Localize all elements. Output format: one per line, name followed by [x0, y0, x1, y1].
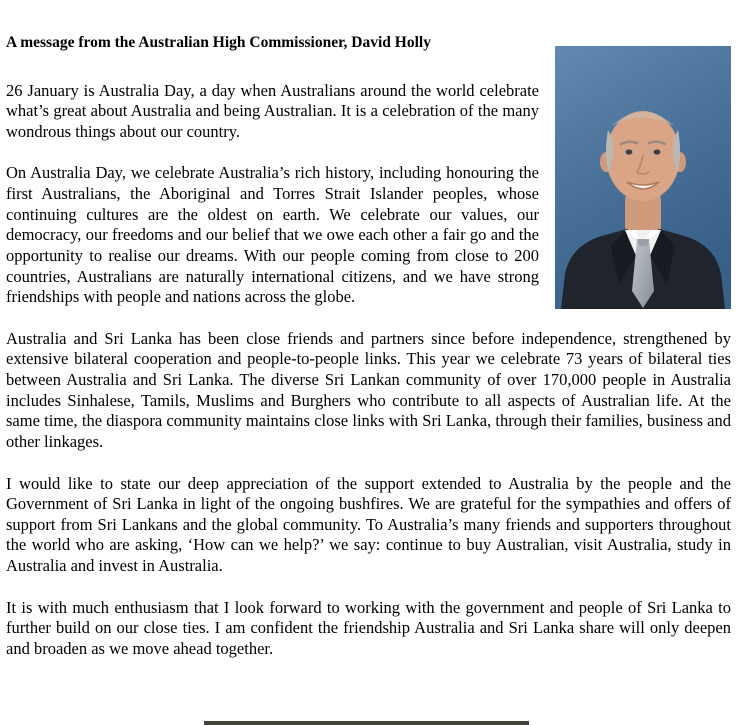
- next-image-top-edge: [204, 721, 529, 725]
- portrait-illustration: [555, 46, 731, 309]
- paragraph-5: It is with much enthusiasm that I look forward to working with the government and people of Sri Lanka to further build on our close ties. I am confident the friendship Australia and Sri Lanka share will only deepen and broaden as we move ahead together.: [6, 597, 731, 658]
- paragraph-4: I would like to state our deep appreciation of the support extended to Australia by the people and the Government of Sri Lanka in light of the ongoing bushfires. We are grateful for the sympathies and offers of support from Sri Lankans and the global community. To Australia’s many friends and supporters throughout the world who are asking, ‘How can we help?’ we say: continue to buy Australian, visit Australia, study in Australia and invest in Australia.: [6, 473, 731, 576]
- document-title: A message from the Australian High Commissioner, David Holly: [6, 34, 431, 51]
- paragraph-1: 26 January is Australia Day, a day when Australians around the world celebrate what’s great about Australia and being Australian. It is a celebration of the many wondrous things about our country.: [6, 80, 539, 141]
- commissioner-portrait-photo: [555, 46, 731, 309]
- paragraph-3: Australia and Sri Lanka has been close friends and partners since before independence, strengthened by extensive bilateral cooperation and people-to-people links. This year we celebrate 73 years of bilateral ties between Australia and Sri Lanka. The diverse Sri Lankan community of over 170,000 people in Australia includes Sinhalese, Tamils, Muslims and Burghers who contribute to all aspects of Australian life. At the same time, the diaspora community maintains close links with Sri Lanka, through their families, business and other linkages.: [6, 328, 731, 451]
- paragraph-2: On Australia Day, we celebrate Australia’s rich history, including honouring the first Australians, the Aboriginal and Torres Strait Islander peoples, whose continuing cultures are the oldest on earth. We celebrate our values, our democracy, our freedoms and our belief that we owe each other a fair go and the opportunity to realise our dreams. With our people coming from close to 200 countries, Australians are naturally international citizens, and we have strong friendships with people and nations across the globe.: [6, 163, 539, 307]
